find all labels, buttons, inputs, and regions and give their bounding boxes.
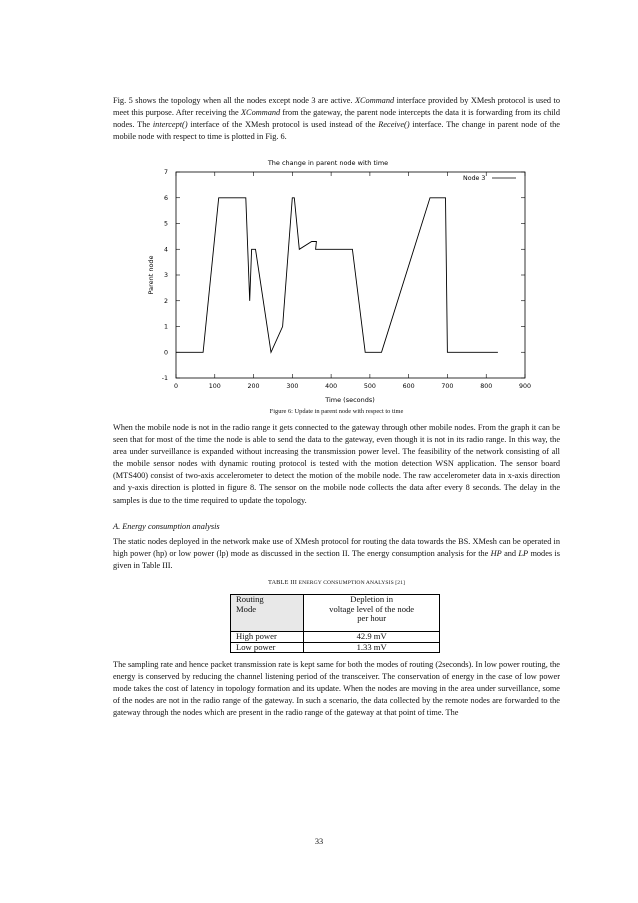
figure-caption: Figure 6: Update in parent node with respect to time <box>269 408 404 415</box>
y-tick-label: 5 <box>163 220 168 228</box>
table-row <box>231 632 440 643</box>
energy-paragraph: The static nodes deployed in the network make use of XMesh protocol for routing the data towards the BS. XMesh can be operated in high power (hp) or low power (lp) mode as discussed in the section II. The energy consumption analysis for the HP and LP modes is given in Table III. <box>113 537 560 571</box>
x-tick-label: 200 <box>247 383 260 390</box>
legend-label: Node 3 <box>463 175 486 182</box>
section-heading: A. Energy consumption analysis <box>113 522 220 531</box>
x-tick-label: 300 <box>286 383 299 390</box>
chart-title: The change in parent node with time <box>267 159 389 167</box>
x-tick-label: 800 <box>480 383 493 390</box>
x-tick-label: 0 <box>173 383 179 390</box>
table-header-row <box>231 595 440 632</box>
table-row <box>231 642 440 653</box>
y-tick-label: 7 <box>163 169 168 177</box>
y-axis-label: Parent node <box>147 255 155 295</box>
y-tick-label: -1 <box>161 375 168 383</box>
x-tick-label: 600 <box>402 383 415 390</box>
y-tick-label: 1 <box>163 323 168 331</box>
plot-frame <box>176 172 525 378</box>
y-tick-label: 2 <box>163 297 168 305</box>
table-caption <box>113 579 560 586</box>
table-cell-value: 1.33 mV <box>304 642 440 653</box>
y-tick-label: 3 <box>163 272 168 280</box>
closing-paragraph: The sampling rate and hence packet transmission rate is kept same for both the modes of routing (2seconds). In low power routing, the energy is conserved by reducing the channel listening period of the transceiver. The conservation of energy in the case of low power mode takes the cost of latency in topology formation and its update. When the nodes are moving in the area under surveillance, some of the nodes are not in the radio range of the gateway. In such a scenario, the data collected by the remote nodes are forwarded to the gateway through the nodes which are present in the radio range of the gateway at that point of time. The <box>113 660 560 718</box>
axis-ticks <box>162 169 531 390</box>
x-axis-label: Time (seconds) <box>325 396 375 404</box>
body-paragraph-radio-range: When the mobile node is not in the radio range it gets connected to the gateway through other mobile nodes. From the graph it can be seen that for most of the time the node is able to send the data to the gateway, even though it is not in its radio range. In this way, the area under surveillance is expanded without increasing the transmission power level. The feasibility of the network consisting of all the mobile sensor nodes with dynamic routing protocol is tested with the motion detection WSN application. The sensor board (MTS400) consist of two-axis accelerometer to detect the motion of the mobile node. The raw accelerometer data in x-axis direction and y-axis direction is plotted in figure 8. The sensor on the mobile node collects the data after every 8 seconds. The delay in the samples is due to the time required to update the topology. <box>113 423 560 505</box>
table-cell-mode: High power <box>231 632 304 643</box>
energy-consumption-table <box>230 594 440 653</box>
page-number: 33 <box>314 837 324 846</box>
legend <box>463 175 516 182</box>
parent-node-chart <box>138 156 538 406</box>
y-tick-label: 0 <box>163 349 168 357</box>
x-tick-label: 100 <box>208 383 221 390</box>
table-caption-rest: ENERGY CONSUMPTION ANALYSIS [21] <box>298 580 406 586</box>
x-tick-label: 900 <box>518 383 532 390</box>
x-tick-label: 400 <box>325 383 338 390</box>
intro-paragraph: Fig. 5 shows the topology when all the nodes except node 3 are active. XCommand interface provided by XMesh protocol is used to meet this purpose. After receiving the XCommand from the gateway, the parent node intercepts the data it is forwarding from its child nodes. The intercept() interface of the XMesh protocol is used instead of the Receive() interface. The change in parent node of the mobile node with respect to time is plotted in Fig. 6. <box>113 96 560 142</box>
header-depletion: Depletion in voltage level of the node per hour <box>304 595 440 632</box>
y-tick-label: 6 <box>163 194 168 202</box>
table-caption-prefix: TABLE III <box>267 579 299 586</box>
x-tick-label: 700 <box>441 383 454 390</box>
header-routing-mode: Routing Mode <box>231 595 304 632</box>
table-cell-mode: Low power <box>231 642 304 653</box>
y-tick-label: 4 <box>163 246 168 254</box>
x-tick-label: 500 <box>363 383 376 390</box>
series-line-node-3 <box>176 198 498 352</box>
table-cell-value: 42.9 mV <box>304 632 440 643</box>
